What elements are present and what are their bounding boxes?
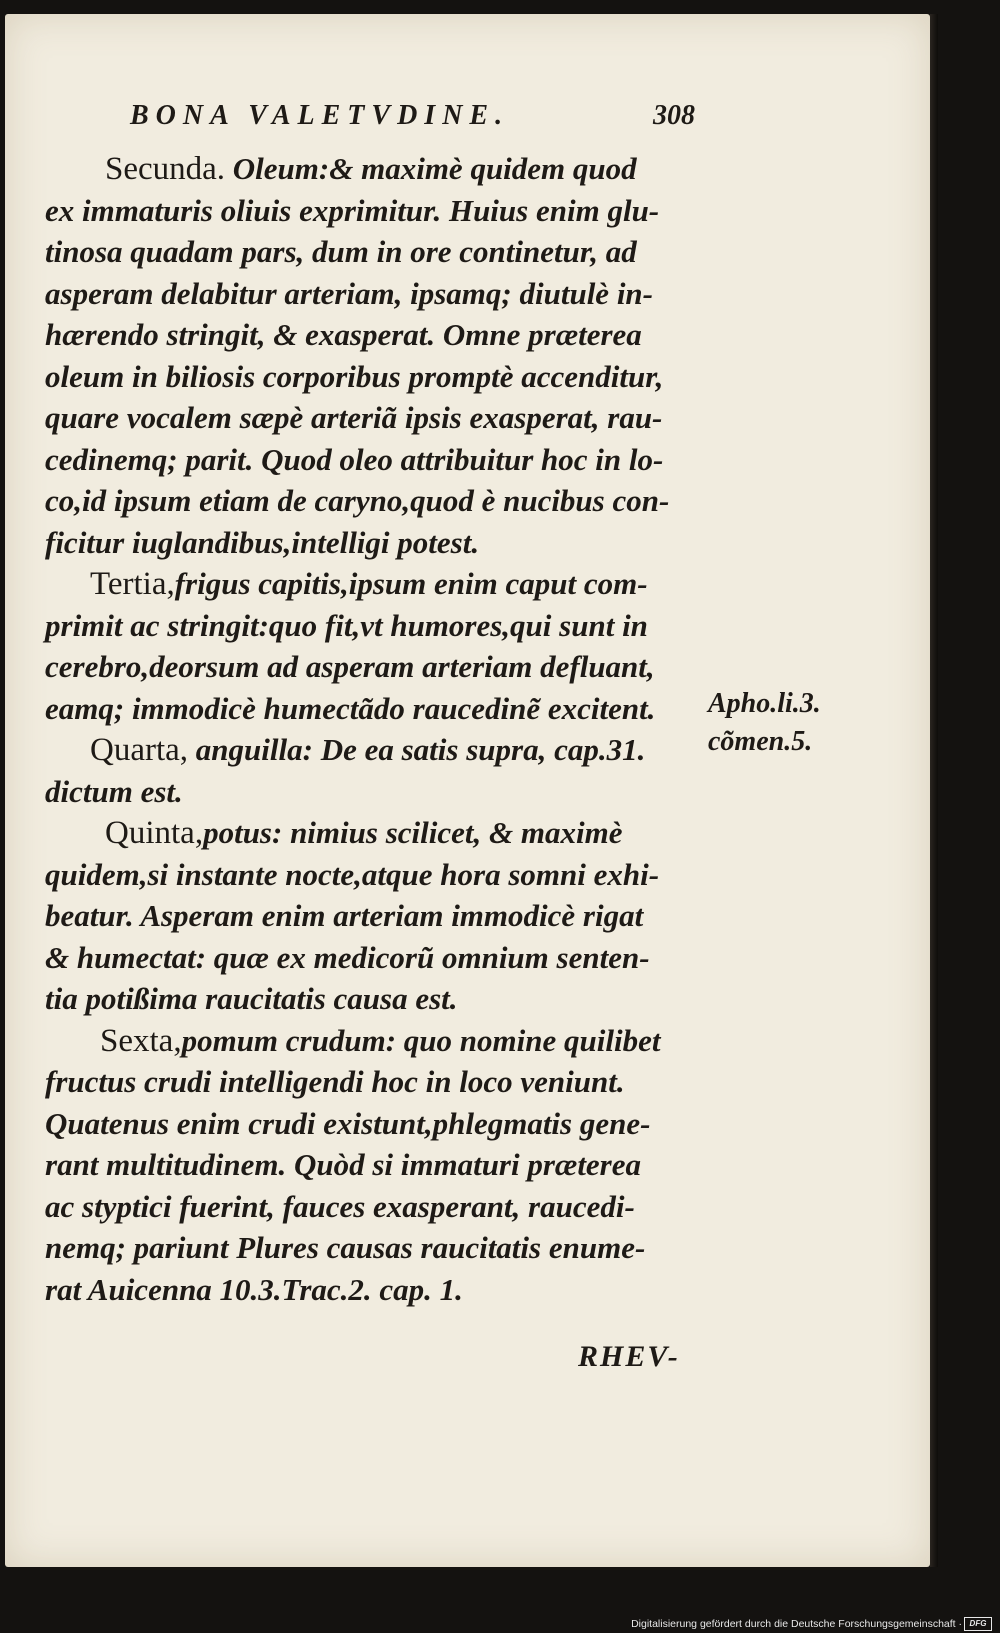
- text-line: [45, 1269, 463, 1311]
- text-line: [45, 439, 663, 481]
- text-line: [45, 854, 659, 896]
- text-line: [105, 812, 622, 854]
- catchword: RHEV-: [578, 1340, 680, 1373]
- text-line: [45, 397, 662, 439]
- line-text: ex immaturis oliuis exprimitur. Huius enim glu-: [45, 192, 660, 228]
- line-text: Quatenus enim crudi existunt,phlegmatis gene-: [45, 1105, 651, 1141]
- line-text: rat Auicenna 10.3.Trac.2. cap. 1.: [45, 1271, 463, 1307]
- text-line: [45, 895, 643, 937]
- line-text: Oleum:& maximè quidem quod: [225, 151, 637, 186]
- section-lead-word: Quinta,: [105, 815, 204, 851]
- text-line: [45, 356, 663, 398]
- page-edge: [930, 14, 938, 1567]
- line-text: nemq; pariunt Plures causas raucitatis enume-: [45, 1230, 646, 1265]
- page-number: 308: [653, 100, 695, 131]
- line-text: eamq; immodicè humectãdo raucedinẽ excitent.: [45, 690, 656, 726]
- text-line: [90, 563, 648, 605]
- text-line: [45, 231, 637, 273]
- line-text: dictum est.: [45, 773, 183, 809]
- line-text: beatur. Asperam enim arteriam immodicè rigat: [45, 898, 644, 933]
- text-line: [45, 646, 655, 688]
- text-line: [45, 273, 653, 315]
- line-text: primit ac stringit:quo fit,vt humores,qui sunt in: [45, 607, 648, 643]
- section-lead-word: Sexta,: [100, 1022, 182, 1059]
- text-line: [45, 978, 458, 1020]
- line-text: tia potißima raucitatis causa est.: [45, 981, 458, 1016]
- section-lead-word: Quarta,: [90, 732, 189, 768]
- line-text: cerebro,deorsum ad asperam arteriam defluant,: [45, 649, 655, 684]
- margin-note-aphorism: Apho.li.3.: [708, 688, 821, 719]
- text-line: [100, 1020, 660, 1062]
- line-text: pomum crudum: quo nomine quilibet: [181, 1022, 661, 1058]
- line-text: anguilla: De ea satis supra, cap.31.: [188, 732, 646, 767]
- text-line: [45, 314, 642, 356]
- line-text: oleum in biliosis corporibus promptè accenditur,: [45, 358, 664, 394]
- text-line: [45, 688, 655, 730]
- line-text: cedinemq; parit. Quod oleo attribuitur hoc in lo-: [45, 441, 664, 477]
- line-text: quidem,si instante nocte,atque hora somni exhi-: [45, 856, 660, 892]
- text-line: [45, 1061, 625, 1103]
- text-line: [45, 522, 479, 564]
- line-text: ficitur iuglandibus,intelligi potest.: [45, 524, 480, 560]
- text-line: [90, 729, 645, 771]
- line-text: fructus crudi intelligendi hoc in loco veniunt.: [45, 1064, 625, 1099]
- digitization-credit: Digitalisierung gefördert durch die Deutsche Forschungsgemeinschaft ·: [631, 1618, 962, 1630]
- section-lead-word: Secunda.: [105, 151, 226, 187]
- line-text: asperam delabitur arteriam, ipsamq; diutulè in-: [45, 275, 653, 311]
- margin-note-commentary: cõmen.5.: [708, 726, 813, 757]
- text-line: [45, 1103, 650, 1145]
- text-line: [45, 480, 669, 522]
- line-text: ac styptici fuerint, fauces exasperant, raucedi-: [45, 1188, 635, 1224]
- line-text: tinosa quadam pars, dum in ore continetur, ad: [45, 234, 637, 269]
- line-text: frigus capitis,ipsum enim caput com-: [174, 566, 648, 601]
- dfg-logo: DFG: [964, 1617, 992, 1631]
- running-title: BONA VALETVDINE.: [130, 100, 510, 131]
- text-line: [45, 771, 183, 813]
- text-line: [45, 1227, 645, 1269]
- line-text: potus: nimius scilicet, & maximè: [203, 815, 623, 850]
- line-text: rant multitudinem. Quòd si immaturi præterea: [45, 1147, 642, 1182]
- text-line: [45, 937, 650, 979]
- line-text: & humectat: quæ ex medicorũ omnium senten-: [45, 939, 650, 975]
- section-lead-word: Tertia,: [90, 566, 175, 602]
- text-line: [45, 605, 648, 647]
- text-line: [45, 1186, 635, 1228]
- line-text: hærendo stringit, & exasperat. Omne præterea: [45, 317, 642, 352]
- text-line: [45, 190, 659, 232]
- text-line: [45, 1144, 641, 1186]
- text-line: [105, 148, 637, 190]
- line-text: co,id ipsum etiam de caryno,quod è nucibus con-: [45, 483, 670, 518]
- line-text: quare vocalem sæpè arteriã ipsis exasperat, rau-: [45, 400, 663, 435]
